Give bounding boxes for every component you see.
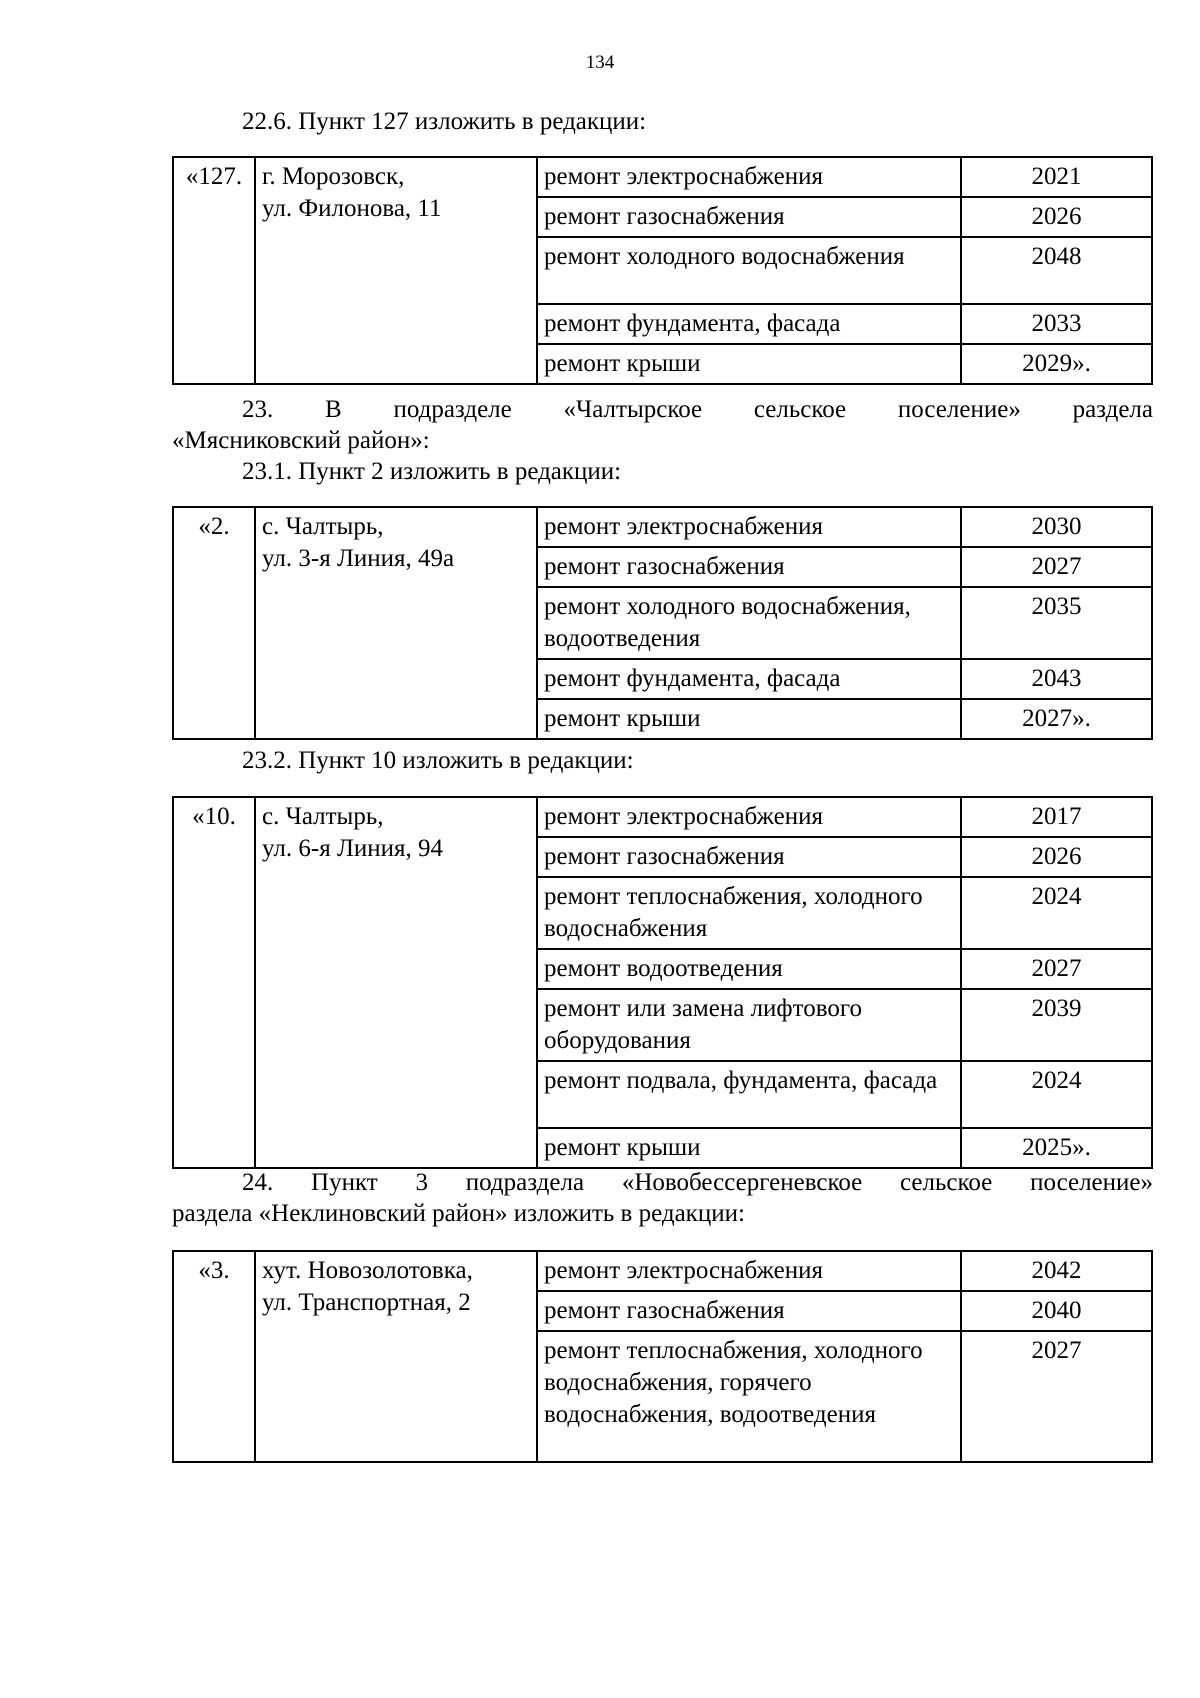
- address: [255, 157, 537, 384]
- work-type: ремонт подвала, фундамента, фасада: [537, 1061, 961, 1128]
- address-line: ул. Филонова, 11: [262, 195, 442, 222]
- work-year: 2033: [961, 304, 1152, 344]
- item-number: «10.: [173, 797, 255, 1168]
- address: [255, 507, 537, 739]
- address-line: г. Морозовск,: [262, 163, 405, 190]
- work-year: 2017: [961, 797, 1152, 837]
- section-23-text: «Мясниковский район»:: [172, 427, 430, 454]
- work-year: 2027: [961, 547, 1152, 587]
- item-number: «3.: [173, 1251, 255, 1462]
- address-line: хут. Новозолотовка,: [262, 1257, 473, 1284]
- address-line: с. Чалтырь,: [262, 803, 384, 830]
- table-item-2: [172, 506, 1153, 740]
- address: [255, 797, 537, 1168]
- address: [255, 1251, 537, 1462]
- work-type: ремонт газоснабжения: [537, 837, 961, 877]
- table-item-3: [172, 1250, 1153, 1463]
- section-24-text: 24. Пункт 3 подраздела «Новобессергеневское сельское поселение»: [242, 1169, 1153, 1196]
- work-year: 2026: [961, 837, 1152, 877]
- address-line: ул. 3-я Линия, 49а: [262, 545, 455, 572]
- item-number: «2.: [173, 507, 255, 739]
- table-row: [173, 157, 1152, 197]
- table-row: [173, 1251, 1152, 1291]
- address-line: ул. 6-я Линия, 94: [262, 835, 444, 862]
- work-type: ремонт газоснабжения: [537, 197, 961, 237]
- work-year: 2027: [961, 1331, 1152, 1462]
- work-year: 2025».: [961, 1128, 1152, 1168]
- work-type: ремонт холодного водоснабжения, водоотведения: [537, 587, 961, 659]
- section-23-text: 23. В подразделе «Чалтырское сельское поселение» раздела: [242, 396, 1153, 423]
- work-year: 2027: [961, 949, 1152, 989]
- work-year: 2030: [961, 507, 1152, 547]
- work-type: ремонт холодного водоснабжения: [537, 237, 961, 304]
- work-type: ремонт теплоснабжения, холодного водоснабжения, горячего водоснабжения, водоотведения: [537, 1331, 961, 1462]
- work-type: ремонт или замена лифтового оборудования: [537, 989, 961, 1061]
- work-year: 2035: [961, 587, 1152, 659]
- section-23-2-heading: 23.2. Пункт 10 изложить в редакции:: [242, 747, 634, 774]
- section-23-1-heading: 23.1. Пункт 2 изложить в редакции:: [242, 458, 622, 485]
- work-type: ремонт электроснабжения: [537, 507, 961, 547]
- work-year: 2027».: [961, 699, 1152, 739]
- table-row: [173, 797, 1152, 837]
- work-year: 2039: [961, 989, 1152, 1061]
- work-type: ремонт электроснабжения: [537, 797, 961, 837]
- work-year: 2040: [961, 1291, 1152, 1331]
- work-year: 2024: [961, 877, 1152, 949]
- work-type: ремонт крыши: [537, 699, 961, 739]
- work-year: 2042: [961, 1251, 1152, 1291]
- work-type: ремонт газоснабжения: [537, 547, 961, 587]
- section-24-text: раздела «Неклиновский район» изложить в редакции:: [172, 1200, 745, 1227]
- work-type: ремонт газоснабжения: [537, 1291, 961, 1331]
- work-type: ремонт фундамента, фасада: [537, 304, 961, 344]
- work-year: 2026: [961, 197, 1152, 237]
- section-22-6-heading: 22.6. Пункт 127 изложить в редакции:: [242, 108, 647, 135]
- work-year: 2024: [961, 1061, 1152, 1128]
- table-row: [173, 507, 1152, 547]
- work-type: ремонт крыши: [537, 344, 961, 384]
- work-type: ремонт теплоснабжения, холодного водоснабжения: [537, 877, 961, 949]
- page-number: 134: [585, 52, 615, 73]
- work-type: ремонт электроснабжения: [537, 1251, 961, 1291]
- work-year: 2043: [961, 659, 1152, 699]
- work-year: 2021: [961, 157, 1152, 197]
- work-type: ремонт водоотведения: [537, 949, 961, 989]
- item-number: «127.: [173, 157, 255, 384]
- work-year: 2048: [961, 237, 1152, 304]
- work-type: ремонт электроснабжения: [537, 157, 961, 197]
- table-item-10: [172, 796, 1153, 1169]
- work-type: ремонт крыши: [537, 1128, 961, 1168]
- address-line: с. Чалтырь,: [262, 513, 384, 540]
- address-line: ул. Транспортная, 2: [262, 1289, 471, 1316]
- table-item-127: [172, 156, 1153, 385]
- work-year: 2029».: [961, 344, 1152, 384]
- work-type: ремонт фундамента, фасада: [537, 659, 961, 699]
